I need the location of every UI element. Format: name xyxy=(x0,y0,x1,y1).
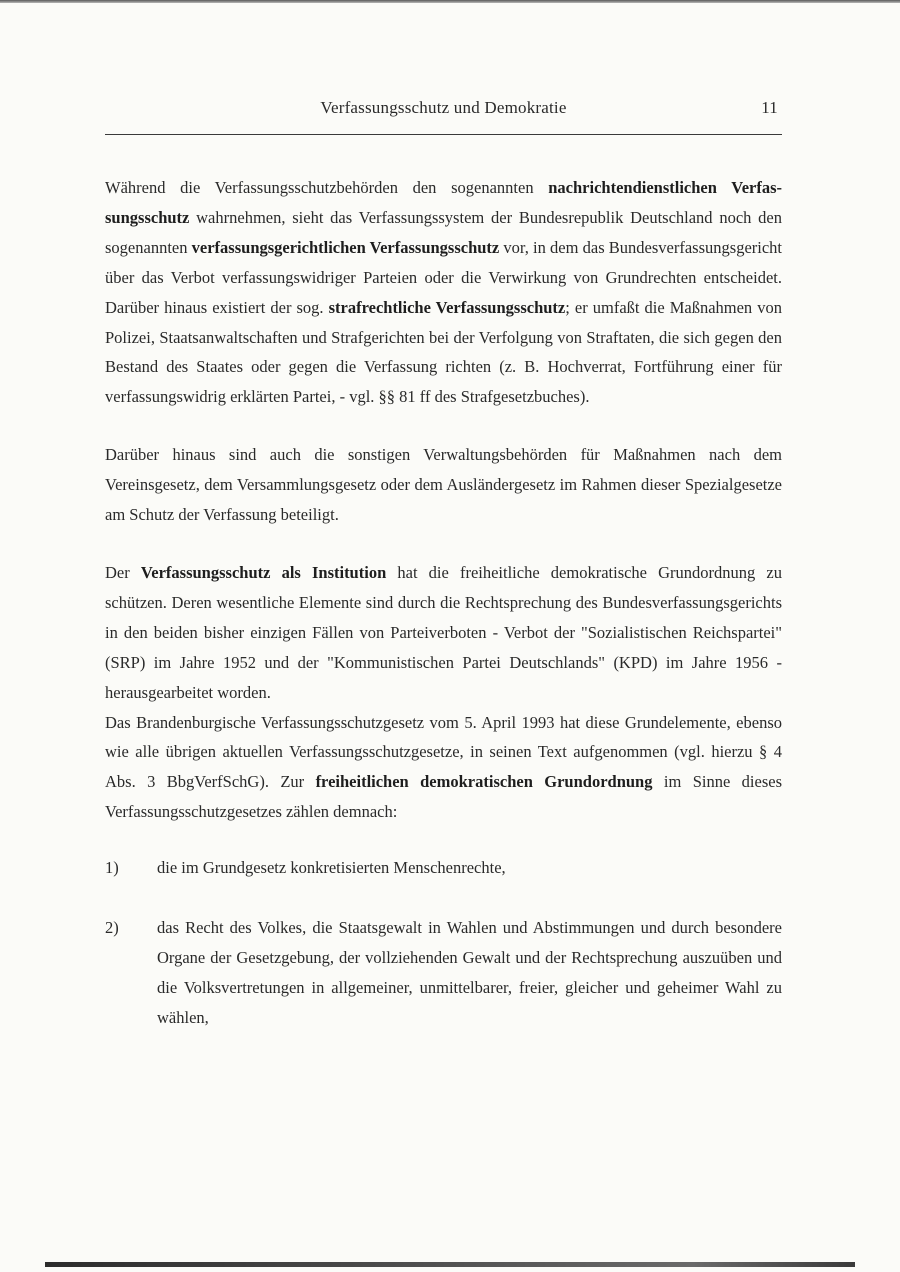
list-item-number: 2) xyxy=(105,918,119,938)
term-institution: Verfassungsschutz als Institution xyxy=(140,562,387,582)
running-header xyxy=(105,95,782,125)
scan-edge-bottom xyxy=(45,1262,855,1267)
list-item-number: 1) xyxy=(105,858,119,878)
term-strafrechtlich: strafrechtliche Verfassungsschutz xyxy=(328,297,566,317)
list-item xyxy=(105,913,782,1033)
list-item-text: die im Grundgesetz konkretisierten Menschenrechte, xyxy=(157,858,506,878)
page-number: 11 xyxy=(761,98,778,117)
scan-edge-top xyxy=(0,0,900,3)
term-verfassungsgerichtlich: verfassungsgerichtlichen Verfassungsschutz xyxy=(191,237,500,257)
list-item-text: das Recht des Volkes, die Staatsgewalt in Wahlen und Abstimmungen und durch besondere Organe der Gesetzgebung, der vollziehenden Gewalt und der Rechtsprechung auszuüben und die Volksvertretungen in allgemeiner, unmittelbarer, freier, gleicher und geheimer Wahl zu wählen, xyxy=(157,918,782,1027)
header-divider xyxy=(105,134,782,135)
paragraph-verwaltungsbehoerden: Darüber hinaus sind auch die sonstigen Verwaltungsbehörden für Maßnahmen nach dem Vereinsgesetz, dem Versammlungsgesetz oder dem Ausländergesetz im Rahmen dieser Spezialgesetze am Schutz der Verfassung beteiligt. xyxy=(105,445,782,525)
page-body xyxy=(105,173,782,1063)
paragraph-verfassungsschutz-types: Während die Verfassungsschutzbehörden den sogenannten nachrichtendienstlichen Verfassungsschutz wahrnehmen, sieht das Verfassungssystem der Bundesrepublik Deutschland noch den sogenannten verfassungsgerichtlichen Verfassungsschutz vor, in dem das Bundesverfassungsgericht über das Verbot verfassungswidriger Parteien oder die Verwirkung von Grundrechten entscheidet. Darüber hinaus existiert der sog. strafrechtliche Verfassungsschutz; er umfaßt die Maßnahmen von Polizei, Staatsanwaltschaften und Strafgerichten bei der Verfolgung von Straftaten, die sich gegen den Bestand des Staates oder gegen die Verfassung richten (z. B. Hochverrat, Fortführung einer für verfassungswidrig erklärten Partei, - vgl. §§ 81 ff des Strafgesetzbuches). xyxy=(105,178,783,407)
paragraph-institution: Der Verfassungsschutz als Institution hat die freiheitliche demokratische Grundordnung zu schützen. Deren wesentliche Elemente sind durch die Rechtsprechung des Bundesverfassungsgerichts in den beiden bisher einzigen Fällen von Parteiverboten - Verbot der "Sozialistischen Reichspartei" (SRP) im Jahre 1952 und der "Kommunistischen Partei Deutschlands" (KPD) im Jahre 1956 - herausgearbeitet worden. xyxy=(105,562,783,702)
term-fdgo: freiheitlichen demokratischen Grundordnung xyxy=(315,772,653,792)
term-nachrichtendienstlich: nachrichtendienstlichen Verfassungsschutz xyxy=(105,178,783,227)
running-header-title: Verfassungsschutz und Demokratie xyxy=(320,98,567,117)
list-item xyxy=(105,853,782,883)
paragraph-brandenburg-law: Das Brandenburgische Verfassungsschutzgesetz vom 5. April 1993 hat diese Grundelemente, ebenso wie alle übrigen aktuellen Verfassungsschutzgesetze, in seinen Text aufgenommen (vgl. hierzu § 4 Abs. 3 BbgVerfSchG). Zur freiheitlichen demokratischen Grundordnung im Sinne dieses Verfassungsschutzgesetzes zählen demnach: xyxy=(105,712,783,822)
